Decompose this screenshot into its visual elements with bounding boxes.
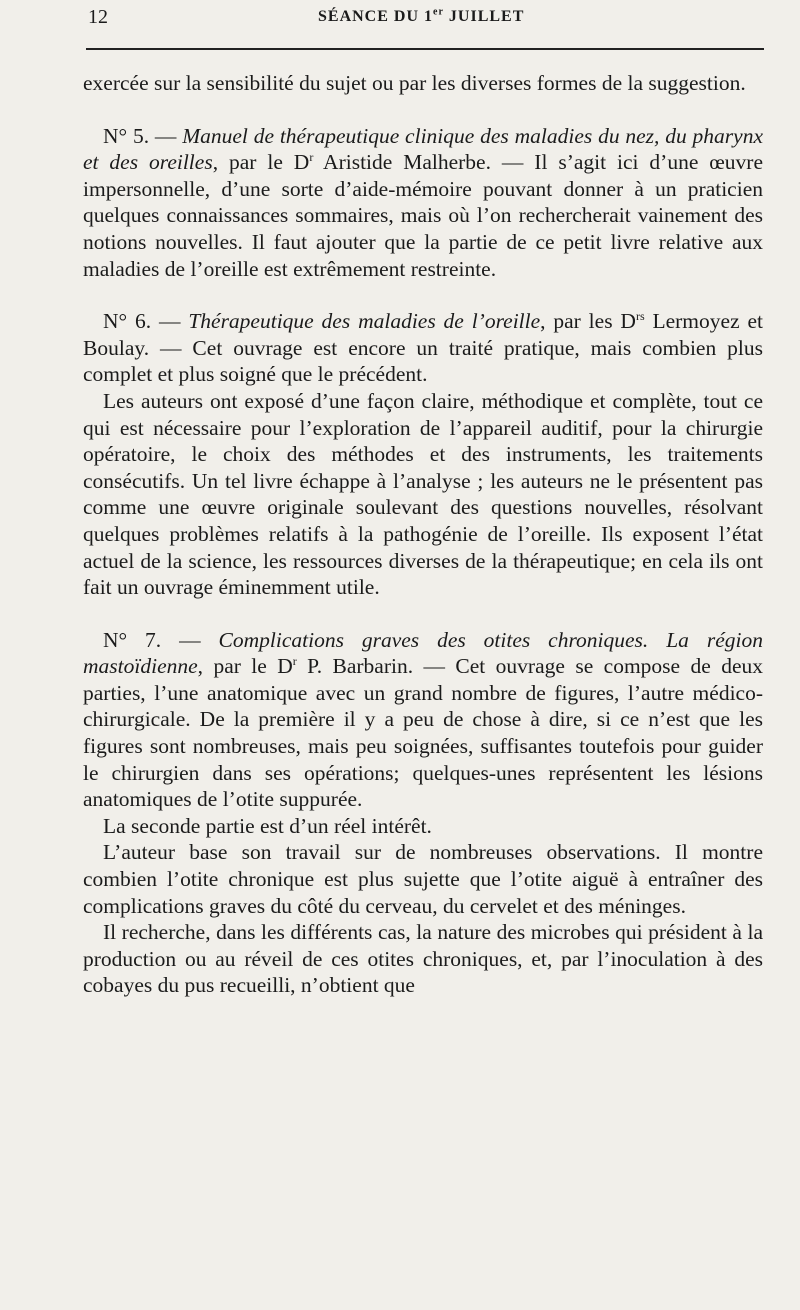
entry-7-label: N° 7. — — [103, 627, 219, 652]
entry-5-label: N° 5. — — [103, 123, 183, 148]
running-head-pre: SÉANCE DU 1 — [318, 8, 434, 25]
entry-7-by: , par le D — [197, 654, 293, 679]
entry-7-dr-sup: r — [292, 654, 297, 669]
entry-7-paragraph-4: Il recherche, dans les différents cas, la nature des microbes qui président à la production ou au réveil de ces otites chroniques, et, par l’inoculation à des cobayes du pus recueilli, n’obtient que — [83, 920, 763, 998]
entry-7-paragraph-3: L’auteur base son travail sur de nombreuses observations. Il montre combien l’otite chronique est plus sujette que l’otite aiguë à entraîner des complications graves du côté du cerveau, du cervelet et des méninges. — [83, 840, 763, 918]
entry-7-rest: P. Barbarin. — Cet ouvrage se compose de deux parties, l’une anatomique avec un grand nombre de figures, l’autre médico-chirurgicale. De la première il y a peu de chose à dire, si ce n’est que les figures sont nombreuses, mais peu soignées, suffisantes toutefois pour guider le chirurgien dans ses opérations; quelques-unes représentent les lésions anatomiques de l’otite suppurée. — [83, 654, 763, 812]
entry-7-title: Complications graves des otites chroniques. La région mastoïdienne — [83, 627, 763, 679]
entry-6-paragraph-2: Les auteurs ont exposé d’une façon claire, méthodique et complète, tout ce qui est nécessaire pour l’exploration de l’appareil auditif, pour la chirurgie opératoire, le choix des méthodes et des instruments, les traitements consécutifs. Un tel livre échappe à l’analyse ; les auteurs ne le présentent pas comme une œuvre originale soulevant des questions nouvelles, résolvant quelques problèmes relatifs à la pathogénie de l’oreille. Ils exposent l’état actuel de la science, les ressources diverses de la thérapeutique; en cela ils ont fait un ouvrage éminemment utile. — [83, 388, 763, 600]
entry-6-dr-sup: rs — [635, 309, 645, 323]
entry-7 — [83, 627, 763, 813]
entry-6-by: , par les D — [540, 309, 636, 334]
entry-6 — [83, 308, 763, 388]
entry-5-title: Manuel de thérapeutique clinique des maladies du nez, du pharynx et des oreilles — [83, 123, 764, 175]
entry-5-dr-sup: r — [309, 150, 314, 165]
page-number: 12 — [88, 6, 108, 28]
running-head-post: JUILLET — [443, 8, 525, 25]
entry-6-label: N° 6. — — [103, 309, 189, 334]
page-header — [88, 6, 763, 42]
header-rule — [86, 48, 764, 50]
body-text — [83, 70, 763, 999]
entry-5-rest: Aristide Malherbe. — Il s’agit ici d’une œuvre impersonnelle, d’une sorte d’aide-mémoire pouvant donner à un praticien quelques connaissances sommaires, mais où l’on rechercherait vainement des notions nouvelles. Il faut ajouter que la partie de ce petit livre relative aux maladies de l’oreille est extrêmement restreinte. — [83, 150, 764, 281]
entry-6-title: Thérapeutique des maladies de l’oreille — [188, 309, 541, 334]
entry-6-rest: Lermoyez et Boulay. — Cet ouvrage est encore un traité pratique, mais combien plus complet et plus soigné que le précédent. — [83, 309, 763, 387]
paragraph-continuation: exercée sur la sensibilité du sujet ou par les diverses formes de la suggestion. — [83, 71, 746, 95]
entry-5 — [83, 123, 763, 283]
running-head — [318, 8, 524, 26]
entry-7-paragraph-2: La seconde partie est d’un réel intérêt. — [103, 813, 432, 838]
running-head-sup: er — [433, 6, 444, 18]
entry-5-by: , par le D — [212, 150, 310, 175]
